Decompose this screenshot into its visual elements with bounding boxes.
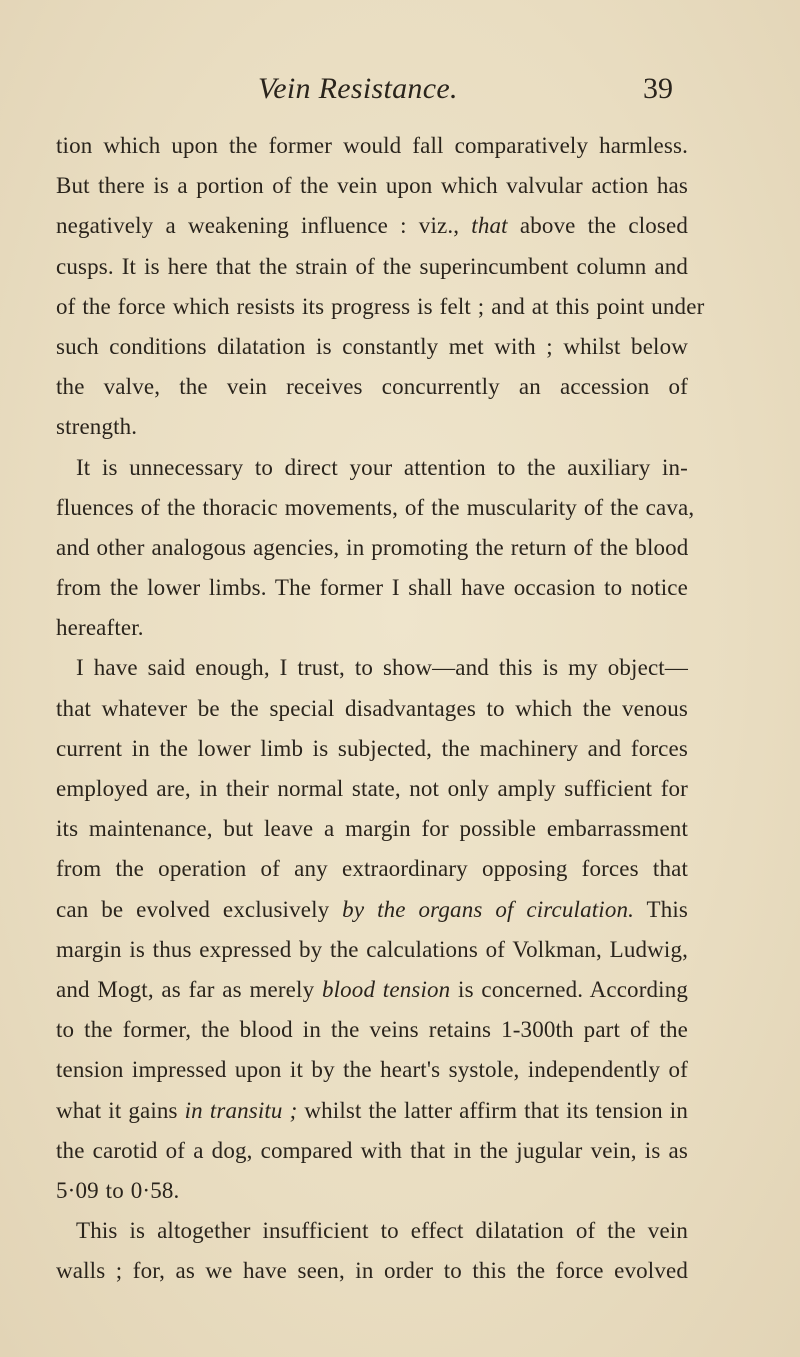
text-line: walls ; for, as we have seen, in order to this the force evolved xyxy=(56,1258,688,1284)
text-line: and other analogous agencies, in promoting the return of the blood xyxy=(56,534,689,560)
italic-text: that xyxy=(471,213,508,239)
text-line: of the force which resists its progress is felt ; and at this point under xyxy=(56,293,705,319)
page-number: 39 xyxy=(643,72,673,105)
italic-text: blood tension xyxy=(321,976,451,1002)
text-line: current in the lower limb is subjected, the machinery and forces xyxy=(56,735,688,761)
text-line: and Mogt, as far as merely blood tension is concerned. According xyxy=(56,976,689,1002)
text-line: to the former, the blood in the veins retains 1-300th part of the xyxy=(56,1017,688,1043)
body-text xyxy=(56,126,705,1291)
text-line: margin is thus expressed by the calculations of Volkman, Ludwig, xyxy=(56,936,688,962)
text-line: the carotid of a dog, compared with that in the jugular vein, is as xyxy=(56,1137,688,1163)
text-line: from the operation of any extraordinary opposing forces that xyxy=(56,856,688,882)
running-title: Vein Resistance. xyxy=(258,72,458,105)
text-line: hereafter. xyxy=(56,615,144,641)
text-line: employed are, in their normal state, not only amply sufficient for xyxy=(56,776,688,801)
text-line: strength. xyxy=(56,414,138,440)
text-line: such conditions dilatation is constantly met with ; whilst below xyxy=(56,333,688,359)
text-line: cusps. It is here that the strain of the superincumbent column and xyxy=(56,253,688,279)
italic-text: by the organs of circulation. xyxy=(342,896,635,922)
text-line: the valve, the vein receives concurrently an accession of xyxy=(56,374,688,400)
italic-text: in transitu ; xyxy=(184,1097,298,1123)
text-line: its maintenance, but leave a margin for possible embarrassment xyxy=(56,816,688,842)
text-line: It is unnecessary to direct your attention to the auxiliary in- xyxy=(76,454,688,480)
running-head xyxy=(0,72,800,112)
text-line: This is altogether insufficient to effect dilatation of the vein xyxy=(76,1218,688,1244)
text-line: But there is a portion of the vein upon which valvular action has xyxy=(56,173,688,199)
text-line: what it gains in transitu ; whilst the latter affirm that its tension in xyxy=(56,1097,688,1123)
text-line: tension impressed upon it by the heart's systole, independently of xyxy=(56,1057,688,1083)
text-line: can be evolved exclusively by the organs of circulation. This xyxy=(56,896,688,922)
text-line: tion which upon the former would fall comparatively harmless. xyxy=(56,133,688,158)
text-line: that whatever be the special disadvantages to which the venous xyxy=(56,695,688,721)
text-line: negatively a weakening influence : viz., that above the closed xyxy=(56,213,688,239)
text-line: 5·09 to 0·58. xyxy=(56,1177,180,1203)
text-line: fluences of the thoracic movements, of the muscularity of the cava, xyxy=(56,494,695,520)
text-line: from the lower limbs. The former I shall have occasion to notice xyxy=(56,575,688,601)
text-line: I have said enough, I trust, to show—and this is my object— xyxy=(76,655,688,681)
